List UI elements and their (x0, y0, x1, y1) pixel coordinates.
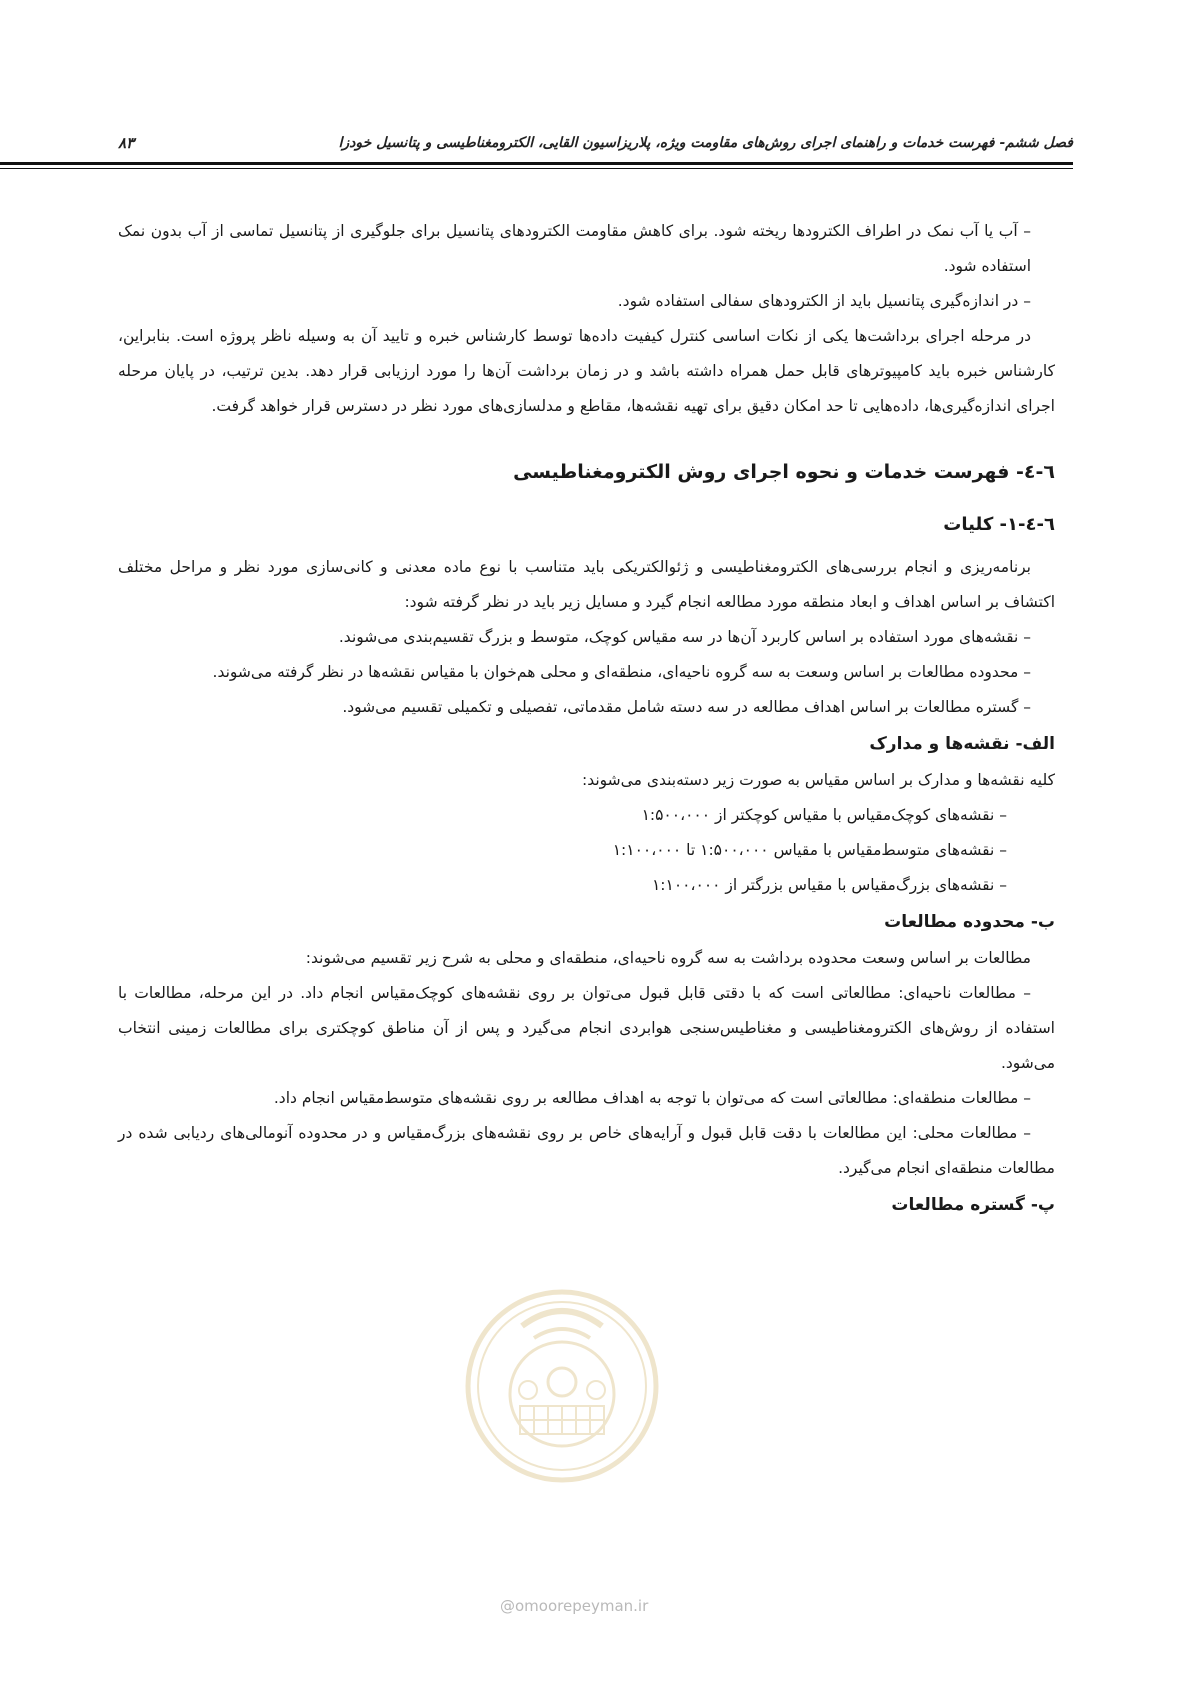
intro-bullet-1: – آب یا آب نمک در اطراف الکترودها ریخته شود. برای کاهش مقاومت الکترودهای پتانسیل برای جلوگیری از پتانسیل تماسی از آب بدون نمک استفاده شود. (118, 222, 1031, 275)
subsection-bullet: – گستره مطالعات بر اساس اهداف مطالعه در سه دسته شامل مقدماتی، تفصیلی و تکمیلی تقسیم می‌شود. (342, 698, 1031, 716)
header-title: فصل ششم- فهرست خدمات و راهنمای اجرای روش‌های مقاومت ویژه، پلاریزاسیون القایی، الکترومغناطیسی و پتانسیل خودزا (338, 135, 1073, 151)
part-c-heading: پ- گستره مطالعات (891, 1195, 1055, 1215)
part-b-heading: ب- محدوده مطالعات (884, 912, 1055, 932)
website-watermark (500, 1597, 648, 1615)
section-heading: ٦-٤- فهرست خدمات و نحوه اجرای روش الکترومغناطیسی (513, 461, 1055, 483)
subsection-bullet: – محدوده مطالعات بر اساس وسعت به سه گروه ناحیه‌ای، منطقه‌ای و محلی هم‌خوان با مقیاس نقشه‌ها در نظر گرفته می‌شوند. (212, 663, 1031, 681)
part-b-bullet: – مطالعات ناحیه‌ای: مطالعاتی است که با دقتی قابل قبول می‌توان بر روی نقشه‌های کوچک‌مقیاس انجام داد. در این مرحله، مطالعات با استفاده از روش‌های الکترومغناطیسی و مغناطیس‌سنجی هوابردی انجام می‌گیرد و پس از آن مناطق کوچکتری برای مطالعات زمینی انتخاب می‌شود. (118, 984, 1055, 1072)
page-number: ۸۳ (118, 134, 135, 152)
header-rule-thin (0, 168, 1073, 169)
part-a-bullet: – نقشه‌های متوسط‌مقیاس با مقیاس ۱:۵۰۰،۰۰۰ تا ۱:۱۰۰،۰۰۰ (612, 841, 1007, 859)
body-text (118, 214, 1055, 1224)
subsection-paragraph: برنامه‌ریزی و انجام بررسی‌های الکترومغناطیسی و ژئوالکتریکی باید متناسب با نوع ماده معدنی و کانی‌سازی مورد نظر و مراحل مختلف اکتشاف بر اساس اهداف و ابعاد منطقه مورد مطالعه انجام گیرد و مسایل زیر باید در نظر گرفته شود: (118, 558, 1055, 611)
website-text: omoorepeyman.ir (515, 1597, 649, 1615)
seal-watermark (462, 1286, 662, 1486)
at-icon: @ (500, 1597, 515, 1615)
subsection-heading: ٦-٤-١- کلیات (943, 514, 1055, 535)
part-a-heading: الف- نقشه‌ها و مدارک (869, 734, 1055, 754)
running-header (118, 130, 1073, 156)
intro-paragraph: در مرحله اجرای برداشت‌ها یکی از نکات اساسی کنترل کیفیت داده‌ها توسط کارشناس خبره و تایید آن به وسیله ناظر پروژه است. بنابراین، کارشناس خبره باید کامپیوترهای قابل حمل همراه داشته باشد و در زمان برداشت آن‌ها را مورد ارزیابی قرار دهد. بدین ترتیب، در پایان مرحله اجرای اندازه‌گیری‌ها، داده‌هایی تا حد امکان دقیق برای تهیه نقشه‌ها، مقاطع و مدلسازی‌های مورد نظر در دسترس قرار خواهد گرفت. (118, 327, 1055, 415)
part-b-intro: مطالعات بر اساس وسعت محدوده برداشت به سه گروه ناحیه‌ای، منطقه‌ای و محلی به شرح زیر تقسیم می‌شوند: (305, 949, 1031, 967)
part-a-bullet: – نقشه‌های کوچک‌مقیاس با مقیاس کوچکتر از ۱:۵۰۰،۰۰۰ (641, 806, 1007, 824)
part-a-bullet: – نقشه‌های بزرگ‌مقیاس با مقیاس بزرگتر از ۱:۱۰۰،۰۰۰ (651, 876, 1007, 894)
part-b-bullet: – مطالعات منطقه‌ای: مطالعاتی است که می‌توان با توجه به اهداف مطالعه بر روی نقشه‌های متوسط‌مقیاس انجام داد. (273, 1089, 1031, 1107)
part-b-bullet: – مطالعات محلی: این مطالعات با دقت قابل قبول و آرایه‌های خاص بر روی نقشه‌های بزرگ‌مقیاس و در محدوده آنومالی‌های ردیابی شده در مطالعات منطقه‌ای انجام می‌گیرد. (118, 1124, 1055, 1177)
part-a-intro: کلیه نقشه‌ها و مدارک بر اساس مقیاس به صورت زیر دسته‌بندی می‌شوند: (582, 771, 1055, 789)
intro-bullet-2: – در اندازه‌گیری پتانسیل باید از الکترودهای سفالی استفاده شود. (617, 292, 1031, 310)
header-rule-thick (0, 162, 1073, 165)
subsection-bullet: – نقشه‌های مورد استفاده بر اساس کاربرد آن‌ها در سه مقیاس کوچک، متوسط و بزرگ تقسیم‌بندی می‌شوند. (338, 628, 1031, 646)
